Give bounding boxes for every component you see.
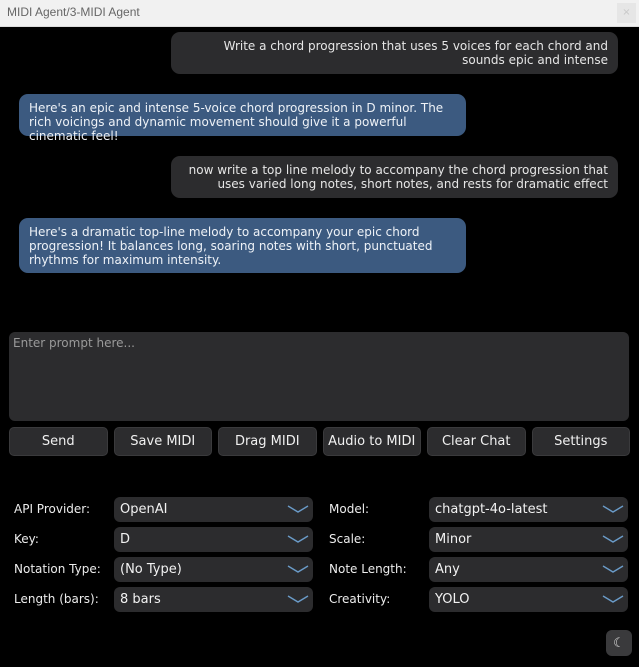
api-provider-label: API Provider:	[14, 502, 91, 516]
chevron-down-icon	[602, 564, 624, 574]
audio-to-midi-button[interactable]: Audio to MIDI	[323, 427, 422, 456]
scale-dropdown[interactable]	[429, 527, 628, 552]
chevron-down-icon	[287, 534, 309, 544]
chevron-down-icon	[602, 594, 624, 604]
send-button[interactable]: Send	[9, 427, 108, 456]
model-value: chatgpt-4o-latest	[435, 502, 548, 517]
window-title: MIDI Agent/3-MIDI Agent	[7, 5, 140, 19]
chevron-down-icon	[287, 504, 309, 514]
scale-label: Scale:	[329, 532, 366, 546]
creativity-value: YOLO	[435, 592, 470, 607]
settings-button[interactable]: Settings	[532, 427, 631, 456]
key-dropdown[interactable]	[114, 527, 313, 552]
moon-icon: ☾	[613, 635, 625, 651]
key-value: D	[120, 532, 131, 547]
chevron-down-icon	[602, 534, 624, 544]
prompt-input[interactable]	[9, 332, 629, 421]
model-dropdown[interactable]	[429, 497, 628, 522]
close-icon[interactable]: ×	[617, 3, 636, 23]
api-provider-value: OpenAI	[120, 502, 168, 517]
chevron-down-icon	[602, 504, 624, 514]
scale-value: Minor	[435, 532, 472, 547]
chat-message-user	[171, 156, 618, 198]
message-text: now write a top line melody to accompany the chord progression that uses varied long notes, short notes, and rests for dramatic effect	[188, 163, 608, 191]
message-text: Here's an epic and intense 5-voice chord progression in D minor. The rich voicings and dynamic movement should give it a powerful cinematic feel!	[29, 101, 444, 143]
clear-chat-button[interactable]: Clear Chat	[427, 427, 526, 456]
chat-message-assistant	[19, 94, 466, 143]
action-button-row	[9, 427, 630, 457]
chevron-down-icon	[287, 594, 309, 604]
drag-midi-button[interactable]: Drag MIDI	[218, 427, 317, 456]
notation-type-value: (No Type)	[120, 562, 182, 577]
chevron-down-icon	[287, 564, 309, 574]
note-length-dropdown[interactable]	[429, 557, 628, 582]
length-bars-dropdown[interactable]	[114, 587, 313, 612]
save-midi-button[interactable]: Save MIDI	[114, 427, 213, 456]
notation-type-label: Notation Type:	[14, 562, 101, 576]
message-text: Write a chord progression that uses 5 voices for each chord and sounds epic and intense	[223, 39, 608, 67]
api-provider-dropdown[interactable]	[114, 497, 313, 522]
creativity-label: Creativity:	[329, 592, 391, 606]
length-bars-label: Length (bars):	[14, 592, 99, 606]
creativity-dropdown[interactable]	[429, 587, 628, 612]
chat-message-assistant	[19, 218, 466, 273]
theme-toggle-button[interactable]	[606, 630, 632, 656]
note-length-label: Note Length:	[329, 562, 407, 576]
message-text: Here's a dramatic top-line melody to accompany your epic chord progression! It balances long, soaring notes with short, punctuated rhythms for maximum intensity.	[29, 225, 433, 267]
notation-type-dropdown[interactable]	[114, 557, 313, 582]
model-label: Model:	[329, 502, 370, 516]
chat-message-user	[171, 32, 618, 74]
length-bars-value: 8 bars	[120, 592, 161, 607]
key-label: Key:	[14, 532, 39, 546]
note-length-value: Any	[435, 562, 460, 577]
title-bar	[0, 0, 639, 27]
